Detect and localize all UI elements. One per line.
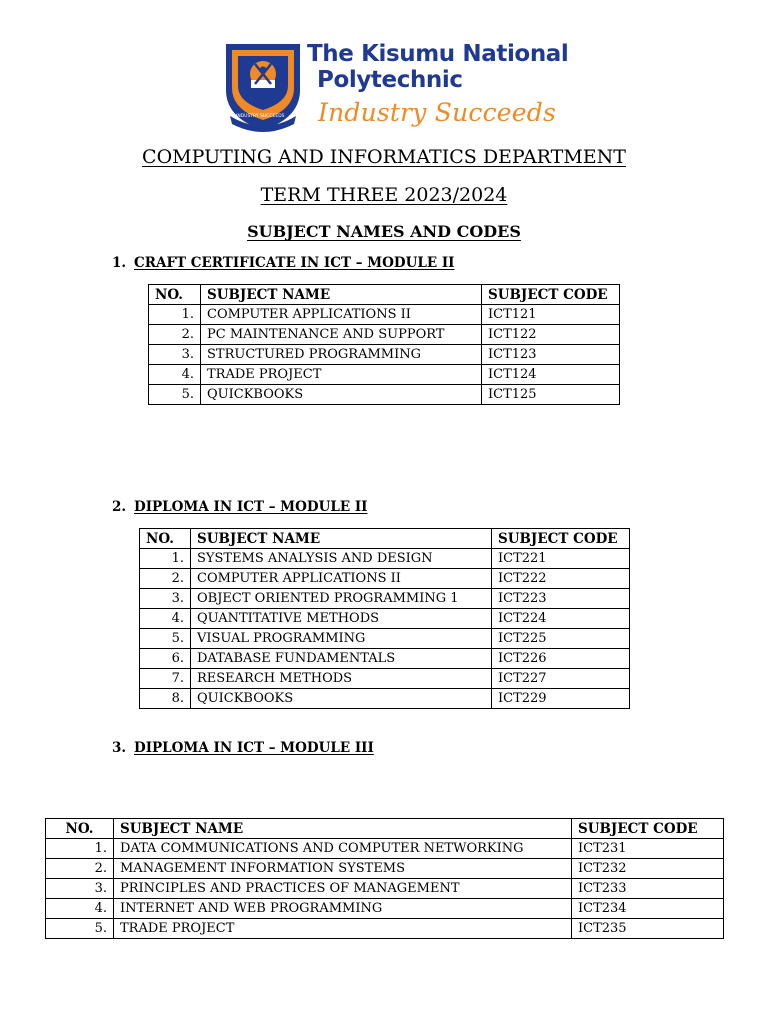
cell-subject-code: ICT235 [572,919,724,939]
cell-no: 3. [140,589,191,609]
section-title-text: DIPLOMA IN ICT – MODULE III [134,740,374,756]
cell-subject-name: OBJECT ORIENTED PROGRAMMING 1 [191,589,492,609]
cell-subject-code: ICT122 [482,325,620,345]
cell-subject-code: ICT231 [572,839,724,859]
section-title-diploma-module-ii [112,499,367,515]
cell-no: 5. [140,629,191,649]
subject-table-diploma-module-iii [45,818,724,939]
cell-subject-code: ICT123 [482,345,620,365]
table-header-row [149,285,620,305]
cell-subject-code: ICT125 [482,385,620,405]
table-row [140,689,630,709]
cell-no: 4. [149,365,201,385]
table-row [149,365,620,385]
cell-no: 7. [140,669,191,689]
cell-subject-name: COMPUTER APPLICATIONS II [191,569,492,589]
table-row [149,325,620,345]
cell-no: 3. [46,879,114,899]
cell-no: 1. [46,839,114,859]
column-header-subject-code: SUBJECT CODE [572,819,724,839]
cell-subject-code: ICT227 [492,669,630,689]
section-title-text: CRAFT CERTIFICATE IN ICT – MODULE II [134,255,455,271]
table-row [140,649,630,669]
cell-no: 1. [140,549,191,569]
table-row [149,305,620,325]
table-row [46,899,724,919]
cell-subject-name: COMPUTER APPLICATIONS II [201,305,482,325]
cell-no: 5. [149,385,201,405]
cell-subject-name: DATA COMMUNICATIONS AND COMPUTER NETWORKING [114,839,572,859]
institution-name-line1: The Kisumu National [307,41,569,67]
table-row [140,629,630,649]
cell-subject-name: QUICKBOOKS [201,385,482,405]
column-header-no: NO. [149,285,201,305]
cell-subject-name: PC MAINTENANCE AND SUPPORT [201,325,482,345]
subtitle-heading [0,222,768,241]
cell-subject-name: TRADE PROJECT [201,365,482,385]
cell-subject-name: MANAGEMENT INFORMATION SYSTEMS [114,859,572,879]
section-number: 1. [112,255,127,271]
table-row [140,569,630,589]
cell-no: 5. [46,919,114,939]
cell-no: 4. [46,899,114,919]
table-header-row [46,819,724,839]
column-header-subject-name: SUBJECT NAME [191,529,492,549]
column-header-no: NO. [140,529,191,549]
column-header-subject-code: SUBJECT CODE [492,529,630,549]
cell-subject-name: QUICKBOOKS [191,689,492,709]
table-row [46,839,724,859]
section-title-diploma-module-iii [112,740,374,756]
cell-no: 4. [140,609,191,629]
cell-no: 2. [149,325,201,345]
cell-subject-name: VISUAL PROGRAMMING [191,629,492,649]
cell-subject-code: ICT224 [492,609,630,629]
cell-subject-code: ICT225 [492,629,630,649]
section-number: 3. [112,740,127,756]
table-row [140,549,630,569]
section-number: 2. [112,499,127,515]
table-row [46,879,724,899]
cell-subject-name: DATABASE FUNDAMENTALS [191,649,492,669]
term-heading-text: TERM THREE 2023/2024 [260,184,508,206]
table-row [149,385,620,405]
cell-subject-code: ICT232 [572,859,724,879]
cell-subject-code: ICT121 [482,305,620,325]
table-header-row [140,529,630,549]
table-row [149,345,620,365]
cell-subject-code: ICT223 [492,589,630,609]
section-title-text: DIPLOMA IN ICT – MODULE II [134,499,368,515]
cell-subject-code: ICT233 [572,879,724,899]
department-heading [0,146,768,168]
cell-subject-name: TRADE PROJECT [114,919,572,939]
cell-subject-name: PRINCIPLES AND PRACTICES OF MANAGEMENT [114,879,572,899]
cell-subject-code: ICT221 [492,549,630,569]
cell-no: 8. [140,689,191,709]
table-row [46,859,724,879]
cell-subject-code: ICT229 [492,689,630,709]
department-heading-text: COMPUTING AND INFORMATICS DEPARTMENT [142,146,626,168]
column-header-subject-name: SUBJECT NAME [114,819,572,839]
cell-subject-name: QUANTITATIVE METHODS [191,609,492,629]
column-header-no: NO. [46,819,114,839]
cell-subject-name: RESEARCH METHODS [191,669,492,689]
column-header-subject-name: SUBJECT NAME [201,285,482,305]
cell-subject-name: SYSTEMS ANALYSIS AND DESIGN [191,549,492,569]
institution-name-line2: Polytechnic [317,67,463,93]
cell-subject-code: ICT124 [482,365,620,385]
cell-no: 3. [149,345,201,365]
cell-no: 2. [140,569,191,589]
cell-no: 2. [46,859,114,879]
cell-subject-code: ICT234 [572,899,724,919]
cell-subject-code: ICT226 [492,649,630,669]
institution-motto: Industry Succeeds [318,98,557,127]
term-heading [0,184,768,206]
subject-table-craft [148,284,620,405]
cell-no: 6. [140,649,191,669]
logo-ribbon-text: INDUSTRY SUCCEEDS [236,114,285,119]
table-row [140,589,630,609]
table-row [140,669,630,689]
column-header-subject-code: SUBJECT CODE [482,285,620,305]
table-row [140,609,630,629]
table-row [46,919,724,939]
subject-table-diploma-module-ii [139,528,630,709]
subtitle-heading-text: SUBJECT NAMES AND CODES [247,222,521,241]
cell-subject-name: INTERNET AND WEB PROGRAMMING [114,899,572,919]
cell-subject-name: STRUCTURED PROGRAMMING [201,345,482,365]
section-title-craft [112,255,454,271]
cell-subject-code: ICT222 [492,569,630,589]
institution-name [307,41,568,93]
cell-no: 1. [149,305,201,325]
